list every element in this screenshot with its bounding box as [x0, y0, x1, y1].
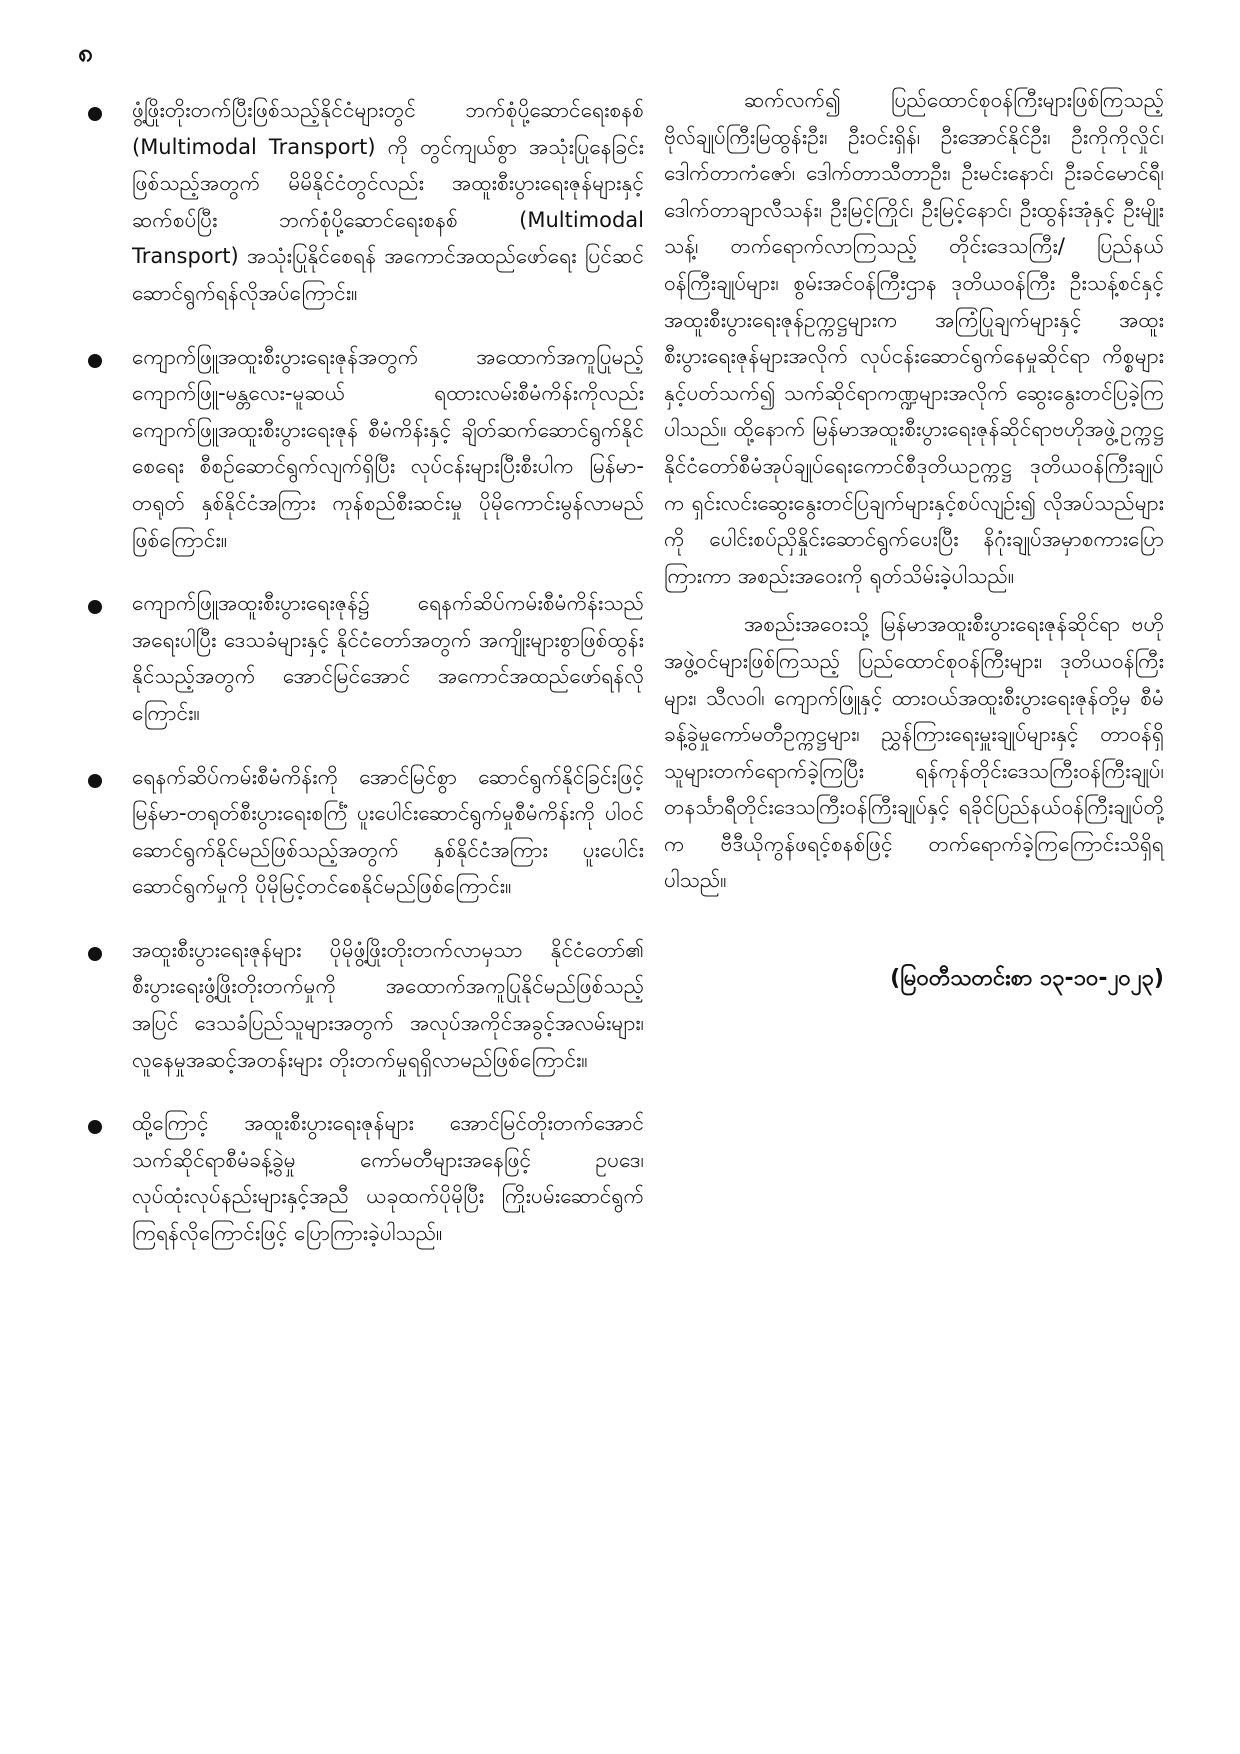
right-column	[664, 82, 1164, 995]
bullet-dot-icon	[88, 1120, 102, 1134]
bullet-dot-icon	[88, 947, 102, 961]
bullet-item	[84, 759, 644, 905]
bullet-text: အထူးစီးပွားရေးဇုန်များ ပိုမိုဖွံ့ဖြိုးတိုးတက်လာမှသာ နိုင်ငံတော်၏ စီးပွားရေးဖွံ့ဖြိုးတိုးတက်မှုကို အထောက်အကူပြုနိုင်မည်ဖြစ်သည့်အပြင် ဒေသခံပြည်သူများအတွက် အလုပ်အကိုင်အခွင့်အလမ်းများ၊ လူနေမှုအဆင့်အတန်းများ တိုးတက်မှုရရှိလာမည်ဖြစ်ကြောင်း။	[132, 937, 644, 1072]
bullet-text: ကျောက်ဖြူအထူးစီးပွားရေးဇုန်အတွက် အထောက်အကူပြုမည့် ကျောက်ဖြူ-မန္တလေး-မူဆယ် ရထားလမ်းစီမံကိန်းကိုလည်း ကျောက်ဖြူအထူးစီးပွားရေးဇုန် စီမံကိန်းနှင့် ချိတ်ဆက်ဆောင်ရွက်နိုင်စေရေး စီစဉ်ဆောင်ရွက်လျက်ရှိပြီး လုပ်ငန်းများပြီးစီးပါက မြန်မာ-တရုတ် နှစ်နိုင်ငံအကြား ကုန်စည်စီးဆင်းမှု ပိုမိုကောင်းမွန်လာမည်ဖြစ်ကြောင်း။	[132, 344, 644, 552]
bullet-dot-icon	[88, 774, 102, 788]
bullet-text: ထို့ကြောင့် အထူးစီးပွားရေးဇုန်များ အောင်မြင်တိုးတက်အောင် သက်ဆိုင်ရာစီမံခန့်ခွဲမှု ကော်မတီများအနေဖြင့် ဥပဒေ၊ လုပ်ထုံးလုပ်နည်းများနှင့်အညီ ယခုထက်ပိုမိုပြီး ကြိုးပမ်းဆောင်ရွက်ကြရန်လိုကြောင်းဖြင့် ပြောကြားခဲ့ပါသည်။	[132, 1111, 644, 1246]
bullet-item	[84, 1105, 644, 1251]
bullet-item	[84, 585, 644, 731]
bullet-text: ရေနက်ဆိပ်ကမ်းစီမံကိန်းကို အောင်မြင်စွာ ဆောင်ရွက်နိုင်ခြင်းဖြင့် မြန်မာ-တရုတ်စီးပွားရေးစင်္ကြံ ပူးပေါင်းဆောင်ရွက်မှုစီမံကိန်းကို ပါဝင်ဆောင်ရွက်နိုင်မည်ဖြစ်သည့်အတွက် နှစ်နိုင်ငံအကြား ပူးပေါင်းဆောင်ရွက်မှုကို ပိုမိုမြင့်တင်စေနိုင်မည်ဖြစ်ကြောင်း။	[132, 764, 644, 899]
paragraph	[664, 606, 1164, 899]
left-column	[84, 92, 644, 1279]
bullet-item	[84, 92, 644, 312]
bullet-text: ကျောက်ဖြူအထူးစီးပွားရေးဇုန်၌ ရေနက်ဆိပ်ကမ်းစီမံကိန်းသည် အရေးပါပြီး ဒေသခံများနှင့် နိုင်ငံတော်အတွက် အကျိုးများစွာဖြစ်ထွန်းနိုင်သည့်အတွက် အောင်မြင်အောင် အကောင်အထည်ဖော်ရန်လိုကြောင်း။	[132, 591, 644, 725]
bullet-item	[84, 339, 644, 559]
bullet-item	[84, 932, 644, 1078]
paragraph	[664, 82, 1164, 594]
page-number: ၈	[78, 38, 93, 68]
bullet-dot-icon	[88, 354, 102, 368]
source-citation: (မြဝတီသတင်းစာ ၁၃-၁၀-၂၀၂၃)	[890, 966, 1164, 992]
bullet-text: ဖွံ့ဖြိုးတိုးတက်ပြီးဖြစ်သည့်နိုင်ငံများတွင် ဘက်စုံပို့ဆောင်ရေးစနစ် (Multimodal Transport) ကို တွင်ကျယ်စွာ အသုံးပြုနေခြင်းဖြစ်သည့်အတွက် မိမိနိုင်ငံတွင်လည်း အထူးစီးပွားရေးဇုန်များနှင့်ဆက်စပ်ပြီး ဘက်စုံပို့ဆောင်ရေးစနစ် (Multimodal Transport) အသုံးပြုနိုင်စေရန် အကောင်အထည်ဖော်ရေး ပြင်ဆင်ဆောင်ရွက်ရန်လိုအပ်ကြောင်း။	[132, 98, 644, 305]
bullet-dot-icon	[88, 107, 102, 121]
paragraph-text: ဆက်လက်၍ ပြည်ထောင်စုဝန်ကြီးများဖြစ်ကြသည့် ဗိုလ်ချုပ်ကြီးမြထွန်းဦး၊ ဦးဝင်းရှိန်၊ ဦးအောင်နိုင်ဦး၊ ဦးကိုကိုလှိုင်၊ ဒေါက်တာကံဇော်၊ ဒေါက်တာသီတာဦး၊ ဦးမင်းနောင်၊ ဦးခင်မောင်ရီ၊ ဒေါက်တာချာလီသန်း၊ ဦးမြင့်ကြိုင်၊ ဦးမြင့်နောင်၊ ဦးထွန်းအုံနှင့် ဦးမျိုးသန့်၊ တက်ရောက်လာကြသည့် တိုင်းဒေသကြီး/ ပြည်နယ်ဝန်ကြီးချုပ်များ၊ စွမ်းအင်ဝန်ကြီးဌာန ဒုတိယဝန်ကြီး ဦးသန့်စင်နှင့် အထူးစီးပွားရေးဇုန်ဥက္ကဋ္ဌများက အကြံပြုချက်များနှင့် အထူးစီးပွားရေးဇုန်များအလိုက် လုပ်ငန်းဆောင်ရွက်နေမှုဆိုင်ရာ ကိစ္စများနှင့်ပတ်သက်၍ သက်ဆိုင်ရာကဏ္ဍများအလိုက် ဆွေးနွေးတင်ပြခဲ့ကြပါသည်။ ထို့နောက် မြန်မာအထူးစီးပွားရေးဇုန်ဆိုင်ရာဗဟိုအဖွဲ့ဥက္ကဋ္ဌ နိုင်ငံတော်စီမံအုပ်ချုပ်ရေးကောင်စီဒုတိယဥက္ကဋ္ဌ ဒုတိယဝန်ကြီးချုပ်က ရှင်းလင်းဆွေးနွေးတင်ပြချက်များနှင့်စပ်လျဉ်း၍ လိုအပ်သည်များကို ပေါင်းစပ်ညှိနှိုင်းဆောင်ရွက်ပေးပြီး နိဂုံးချုပ်အမှာစကားပြောကြားကာ အစည်းအဝေးကို ရုတ်သိမ်းခဲ့ပါသည်။	[664, 88, 1164, 588]
paragraph-text: အစည်းအဝေးသို့ မြန်မာအထူးစီးပွားရေးဇုန်ဆိုင်ရာ ဗဟိုအဖွဲ့ဝင်များဖြစ်ကြသည့် ပြည်ထောင်စုဝန်ကြီးများ၊ ဒုတိယဝန်ကြီးများ၊ သီလဝါ၊ ကျောက်ဖြူနှင့် ထားဝယ်အထူးစီးပွားရေးဇုန်တို့မှ စီမံခန့်ခွဲမှုကော်မတီဥက္ကဋ္ဌများ၊ ညွှန်ကြားရေးမှူးချုပ်များနှင့် တာဝန်ရှိသူများတက်ရောက်ခဲ့ကြပြီး ရန်ကုန်တိုင်းဒေသကြီးဝန်ကြီးချုပ်၊ တနင်္သာရီတိုင်းဒေသကြီးဝန်ကြီးချုပ်နှင့် ရခိုင်ပြည်နယ်ဝန်ကြီးချုပ်တို့က ဗီဒီယိုကွန်ဖရင့်စနစ်ဖြင့် တက်ရောက်ခဲ့ကြကြောင်းသိရှိရပါသည်။	[664, 612, 1164, 893]
bullet-dot-icon	[88, 600, 102, 614]
